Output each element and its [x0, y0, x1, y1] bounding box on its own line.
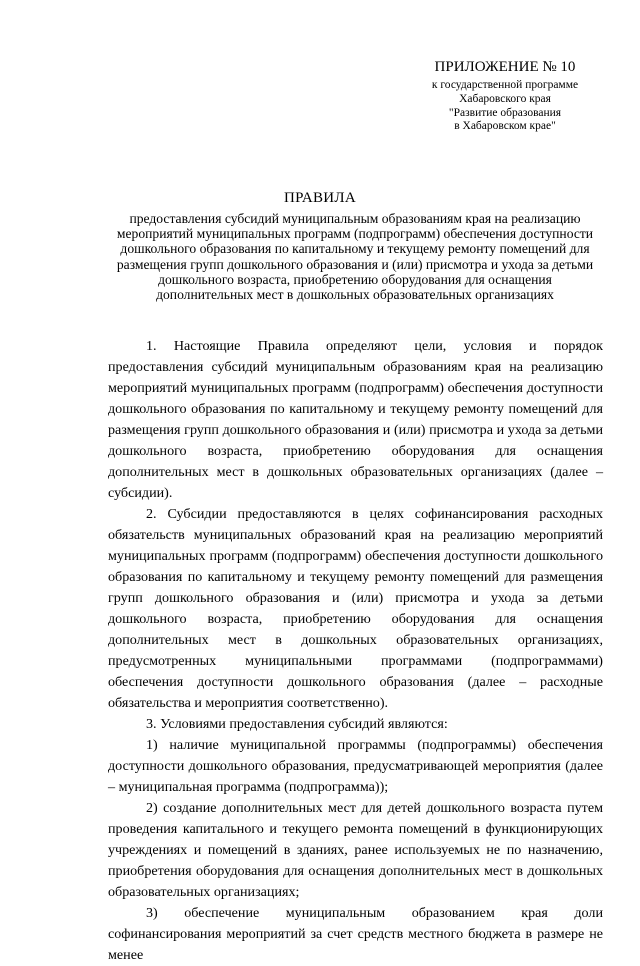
paragraph-3-item-2: 2) создание дополнительных мест для детей дошкольного возраста путем проведения капитального и текущего ремонта помещений в функционирующих учреждениях и помещений в зданиях, ранее используемых не по назначению, приобретения оборудования для оснащения дополнительных мест в дошкольных образовательных организациях; [108, 800, 603, 900]
document-subtitle: предоставления субсидий муниципальным образованиям края на реализацию мероприятий муниципальных программ (подпрограмм) обеспечения доступности дошкольного образования по капитальному и текущему ремонту помещений для размещения групп дошкольного образования и (или) присмотра и ухода за детьми дошкольного возраста, приобретению оборудования для оснащения дополнительных мест в дошкольных образовательных организациях [116, 211, 594, 303]
paragraph-3-item-1: 1) наличие муниципальной программы (подпрограммы) обеспечения доступности дошкольного образования, предусматривающей мероприятия (далее – муниципальная программа (подпрограмма)); [108, 737, 603, 795]
appendix-title: ПРИЛОЖЕНИЕ № 10 [434, 59, 576, 75]
document-body [108, 336, 603, 966]
appendix-header [400, 58, 610, 134]
paragraph-3-item-3: 3) обеспечение муниципальным образованием края доли софинансирования мероприятий за счет средств местного бюджета в размере не менее [108, 905, 603, 963]
paragraph-3: 3. Условиями предоставления субсидий являются: [146, 716, 448, 732]
appendix-line: к государственной программе [431, 79, 579, 91]
appendix-line: Хабаровского края [459, 92, 551, 105]
paragraph-2: 2. Субсидии предоставляются в целях софинансирования расходных обязательств муниципальных образований края на реализацию мероприятий муниципальных программ (подпрограмм) обеспечения доступности дошкольного образования по капитальному и текущему ремонту помещений для размещения групп дошкольного образования и (или) присмотра и ухода за детьми дошкольного возраста, приобретению оборудования для оснащения дополнительных мест в дошкольных образовательных организациях, предусмотренных муниципальными программами (подпрограммами) обеспечения доступности дошкольного образования (далее – расходные обязательства и мероприятия соответственно). [108, 506, 603, 711]
appendix-line: в Хабаровском крае" [454, 120, 556, 133]
document-title: ПРАВИЛА [283, 190, 357, 206]
paragraph-1: 1. Настоящие Правила определяют цели, условия и порядок предоставления субсидий муниципальным образованиям края на реализацию мероприятий муниципальных программ (подпрограмм) обеспечения доступности дошкольного образования по капитальному и текущему ремонту помещений для размещения групп дошкольного образования и (или) присмотра и ухода за детьми дошкольного возраста, приобретению оборудования для оснащения дополнительных мест в дошкольных образовательных организациях (далее – субсидии). [108, 338, 603, 501]
appendix-line: "Развитие образования [448, 106, 562, 119]
